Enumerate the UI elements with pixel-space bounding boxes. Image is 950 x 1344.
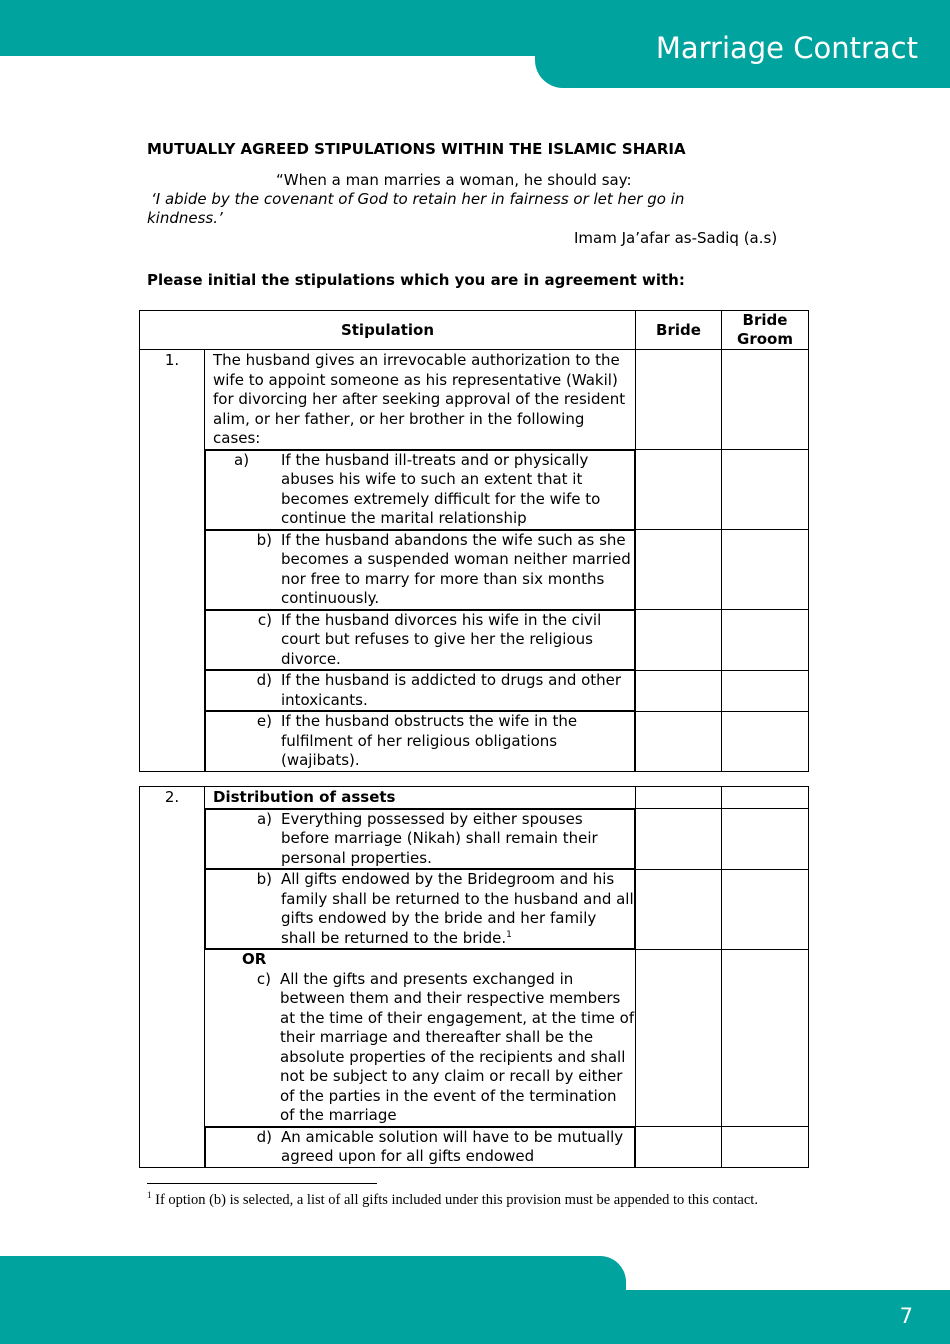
header-bride-groom: Bride Groom [722, 311, 809, 350]
footnote: $^1$ If option (b) is selected, a list of all gifts included under this provision must be appended to this contact. [147, 1190, 758, 1208]
item2-title: Distribution of assets [205, 787, 636, 809]
stipulations-table-1 [139, 310, 809, 772]
item2-sub-b: b) All gifts endowed by the Bridegroom and his family shall be returned to the husband and all gifts endowed by the bride and her family shall be returned to the bride.$^1$ [205, 869, 635, 949]
bride-initial-1[interactable] [636, 350, 722, 450]
item1-sub-b: b) If the husband abandons the wife such as she becomes a suspended woman neither married nor free to marry for more than six months continuously. [205, 530, 635, 610]
groom-initial-2a[interactable] [722, 808, 809, 869]
or-label: OR [242, 950, 267, 968]
groom-initial-1c[interactable] [722, 610, 809, 671]
bride-initial-2[interactable] [636, 787, 722, 809]
footnote-ref: 1 [506, 929, 512, 940]
groom-initial-2d[interactable] [722, 1126, 809, 1168]
groom-initial-1b[interactable] [722, 530, 809, 610]
quote-line-2: kindness.’ [147, 209, 223, 227]
bride-initial-2c[interactable] [636, 950, 722, 1127]
item1-sub-a: a) If the husband ill-treats and or physically abuses his wife to such an extent that it becomes extremely difficult for the wife to continue the marital relationship [205, 450, 635, 530]
bride-initial-1b[interactable] [636, 530, 722, 610]
item1-sub-e: e) If the husband obstructs the wife in the fulfilment of her religious obligations (wajibats). [205, 711, 635, 772]
bride-initial-1d[interactable] [636, 670, 722, 711]
groom-initial-2c[interactable] [722, 950, 809, 1127]
instruction-text: Please initial the stipulations which you are in agreement with: [147, 271, 685, 289]
item-number-2: 2. [140, 787, 205, 1168]
footer-tab [0, 1256, 626, 1316]
footnote-divider [147, 1183, 377, 1184]
item-number-1: 1. [140, 350, 205, 772]
bride-initial-2b[interactable] [636, 869, 722, 950]
item2-sub-c: OR c) All the gifts and presents exchanged in between them and their respective members at the time of their engagement, at the time of their marriage and thereafter shall be the absolute properties of the recipients and shall not be subject to any claim or recall by either of the parties in the event of the termination of the marriage [205, 950, 636, 1127]
bride-initial-1c[interactable] [636, 610, 722, 671]
groom-initial-1[interactable] [722, 350, 809, 450]
item2-sub-a: a) Everything possessed by either spouses before marriage (Nikah) shall remain their personal properties. [205, 809, 635, 870]
item1-sub-c: c) If the husband divorces his wife in the civil court but refuses to give her the religious divorce. [205, 610, 635, 671]
stipulations-table-2 [139, 786, 809, 1168]
quote-attribution: Imam Ja’afar as-Sadiq (a.s) [574, 229, 778, 247]
document-title: Marriage Contract [655, 31, 918, 65]
groom-initial-2[interactable] [722, 787, 809, 809]
item2-sub-d: d) An amicable solution will have to be mutually agreed upon for all gifts endowed [205, 1127, 635, 1168]
groom-initial-1e[interactable] [722, 711, 809, 772]
bride-initial-1a[interactable] [636, 449, 722, 530]
item1-text: The husband gives an irrevocable authorization to the wife to appoint someone as his representative (Wakil) for divorcing her after seeking approval of the resident alim, or her father, or her brother in the following cases: [205, 350, 636, 450]
header-bride: Bride [636, 311, 722, 350]
quote-line-1: ‘I abide by the covenant of God to retain her in fairness or let her go in [151, 190, 685, 208]
page-number: 7 [899, 1304, 913, 1328]
groom-initial-2b[interactable] [722, 869, 809, 950]
bride-initial-1e[interactable] [636, 711, 722, 772]
bride-initial-2d[interactable] [636, 1126, 722, 1168]
quote-intro: “When a man marries a woman, he should say: [276, 171, 632, 189]
bride-initial-2a[interactable] [636, 808, 722, 869]
item1-sub-d: d) If the husband is addicted to drugs and other intoxicants. [205, 670, 635, 711]
groom-initial-1d[interactable] [722, 670, 809, 711]
groom-initial-1a[interactable] [722, 449, 809, 530]
header-stipulation: Stipulation [140, 311, 636, 350]
section-heading: MUTUALLY AGREED STIPULATIONS WITHIN THE ISLAMIC SHARIA [147, 140, 686, 158]
